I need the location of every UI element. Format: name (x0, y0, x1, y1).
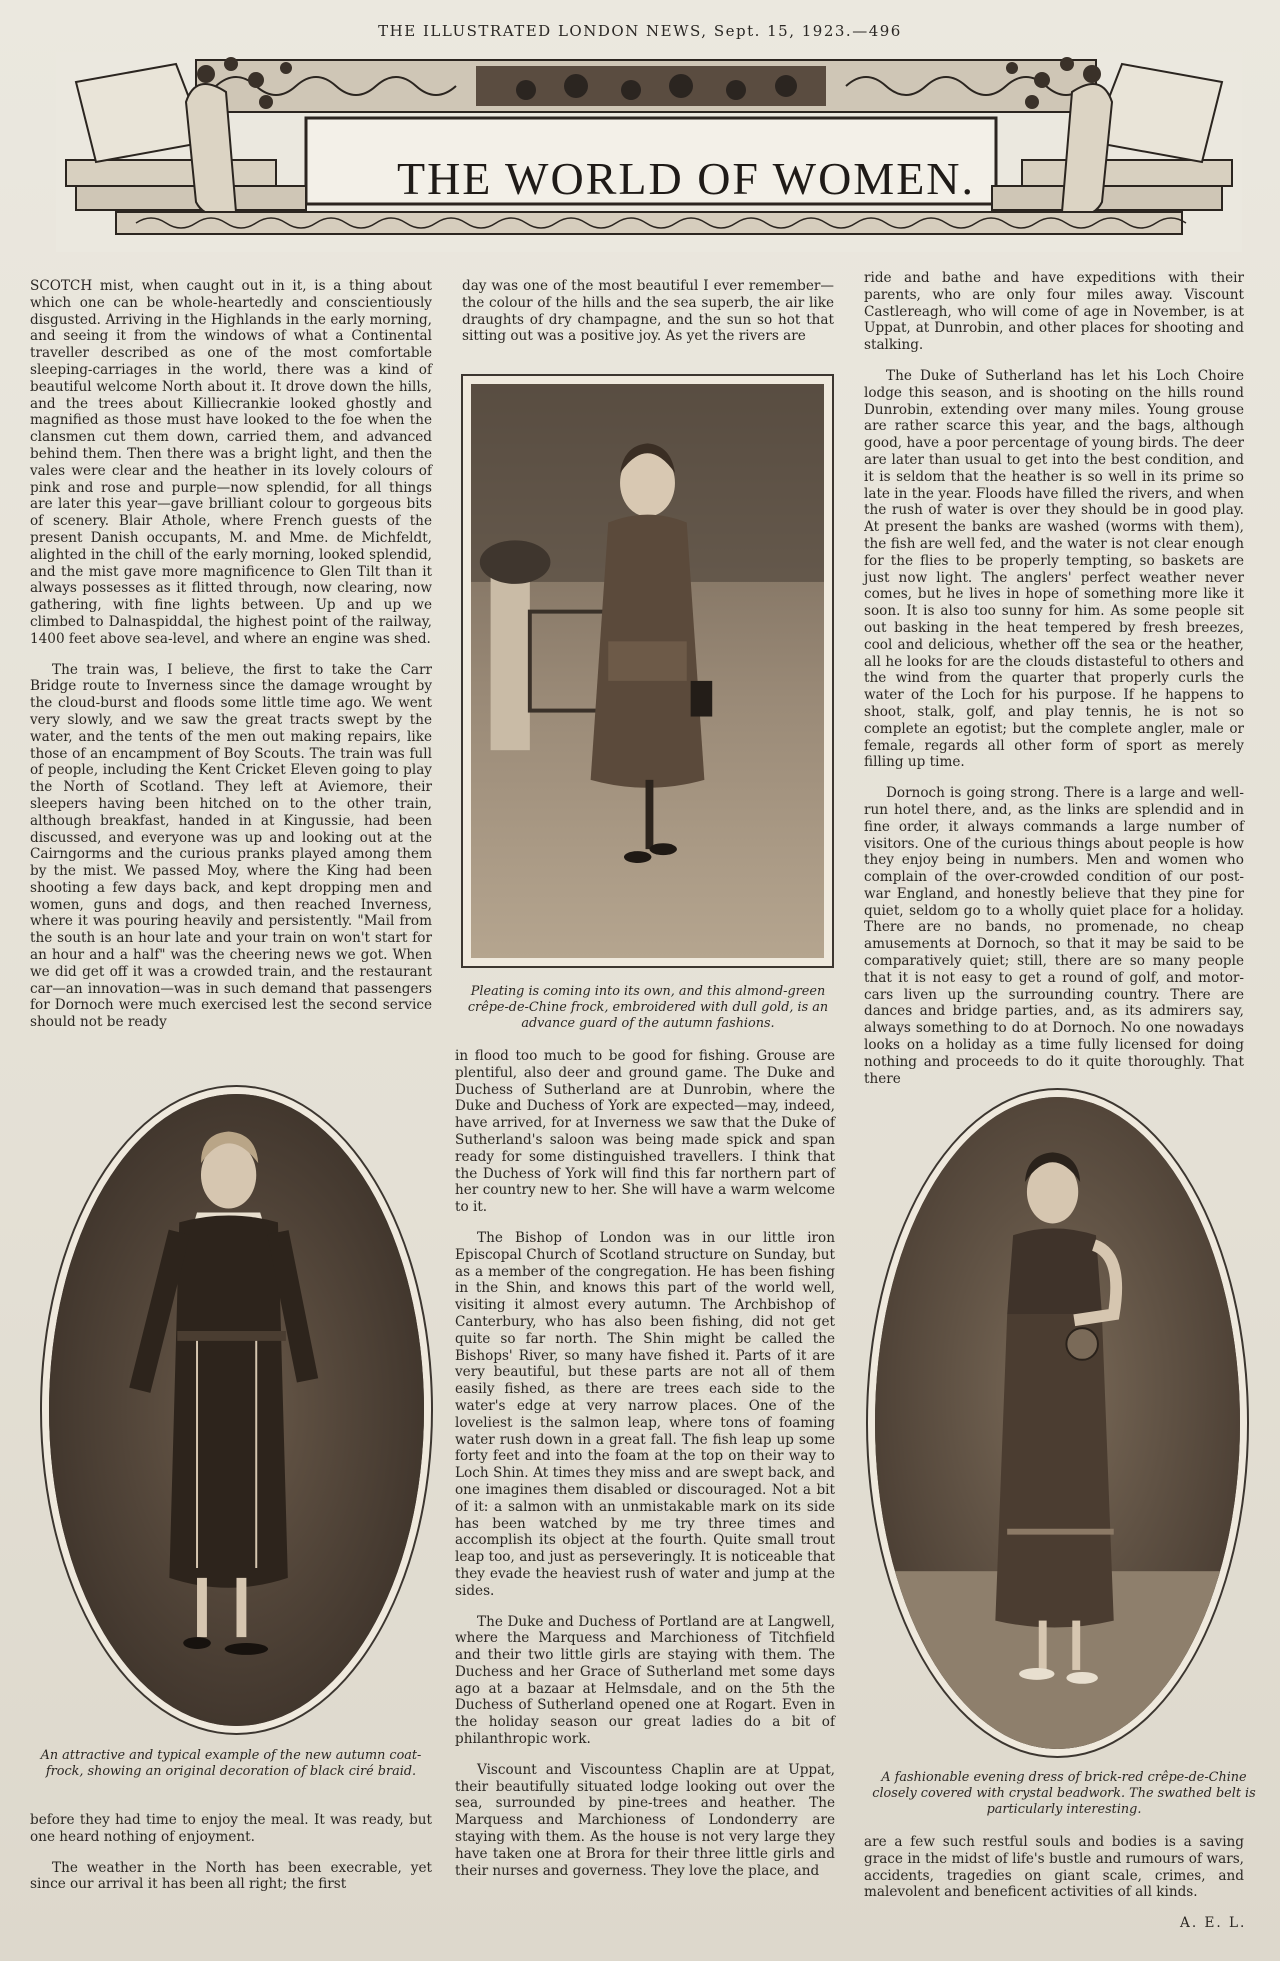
photo-image (471, 384, 824, 958)
paragraph: The Duke and Duchess of Portland are at Langwell, where the Marquess and Marchioness of Titchfield and their two little girls are staying with them. The Duchess and her Grace of Sutherland met some days ago at a bazaar at Helmsdale, and on the 5th the Duchess of Sutherland opened one at Rogart. Even in the holiday season our great ladies do a bit of philanthropic work. (455, 1613, 835, 1748)
paragraph: Viscount and Viscountess Chaplin are at Uppat, their beautifully situated lodge looking out over the sea, surrounded by pine-trees and heather. The Marquess and Marchioness of Londonderry are staying with them. As the house is not very large they have taken one at Brora for their three little girls and their nurses and governess. They love the place, and (455, 1761, 835, 1879)
paragraph: day was one of the most beautiful I ever remember—the colour of the hills and the sea superb, the air like draughts of dry champagne, and the sun so hot that sitting out was a positive joy. As yet the rivers are (462, 278, 834, 345)
right-photo-caption: A fashionable evening dress of brick-red crêpe-de-Chine closely covered with crystal beadwork. The swathed belt is particularly interesting. (872, 1770, 1256, 1817)
title-banner (56, 52, 1242, 252)
woman-in-evening-dress-illustration (875, 1097, 1240, 1749)
column-3-bottom (864, 1834, 1244, 1915)
center-fashion-photo (461, 374, 834, 968)
column-1-top (30, 278, 432, 1045)
paragraph: in flood too much to be good for fishing. Grouse are plentiful, also deer and ground game. The Duke and Duchess of Sutherland are at Dunrobin, where the Duke and Duchess of York are expected—may, indeed, have arrived, for at Inverness we saw that the Duke of Sutherland's saloon was being made spick and span ready for some distinguished travellers. I think that the Duchess of York will find this far northern part of her country new to her. She will have a warm welcome to it. (455, 1048, 835, 1216)
column-1-bottom (30, 1812, 432, 1907)
column-2-bottom (455, 1048, 835, 1893)
column-2-top (462, 278, 834, 359)
paragraph: Dornoch is going strong. There is a large and well-run hotel there, and, as the links are splendid and in fine order, it always commands a large number of visitors. One of the curious things about people is how they enjoy being in numbers. Men and women who complain of the over-crowded condition of our post-war England, and honestly believe that they pine for quiet, seldom go to a wholly quiet place for a holiday. There are no bands, no promenade, no cheap amusements at Dornoch, so that it may be said to be comparatively quiet; still, there are so many people that it is not easy to get a round of golf, and motor-cars liven up the surrounding country. There are dances and bridge parties, and, as its admirers say, always something to do at Dornoch. No one nowadays looks on a holiday as a time fully licensed for doing nothing and proceeds to do it quite thoroughly. That there (864, 785, 1244, 1087)
left-oval-photo (40, 1085, 433, 1735)
running-head: THE ILLUSTRATED LONDON NEWS, Sept. 15, 1923.—496 (378, 22, 902, 40)
photo-image (49, 1094, 424, 1726)
column-3-top (864, 270, 1244, 1101)
right-oval-photo (866, 1088, 1249, 1758)
paragraph: ride and bathe and have expeditions with their parents, who are only four miles away. Viscount Castlereagh, who will come of age in November, is at Uppat, at Dunrobin, and other places for shooting and stalking. (864, 270, 1244, 354)
paragraph: are a few such restful souls and bodies is a saving grace in the midst of life's bustle and rumours of wars, accidents, tragedies on giant scale, crimes, and malevolent and beneficent activities of all kinds. (864, 1834, 1244, 1901)
woman-in-pleated-frock-illustration (471, 384, 824, 958)
paragraph: The weather in the North has been execrable, yet since our arrival it has been all right; the first (30, 1859, 432, 1893)
page-title: THE WORLD OF WOMEN. (396, 152, 976, 204)
paragraph: The Bishop of London was in our little iron Episcopal Church of Scotland structure on Sunday, but as a member of the congregation. He has been fishing in the Shin, and knows this part of the world well, visiting it almost every autumn. The Archbishop of Canterbury, who has also been fishing, did not get quite so far north. The Shin might be called the Bishops' River, so many have fished it. Parts of it are very beautiful, but these parts are not all of them easily fished, as there are trees each side to the water's edge at very narrow places. One of the loveliest is the salmon leap, where tons of foaming water rush down in a great fall. The fish leap up some forty feet and into the foam at the top on their way to Loch Shin. At times they miss and are swept back, and one imagines them disabled or discouraged. Not a bit of it: a salmon with an unmistakable mark on its side has been watched by me try three times and accomplish its object at the fourth. Quite small trout leap too, and just as perseveringly. It is noticeable that they evade the heaviest rush of water and jump at the sides. (455, 1229, 835, 1599)
paragraph: before they had time to enjoy the meal. It was ready, but one heard nothing of enjoyment. (30, 1812, 432, 1845)
woman-in-coat-frock-illustration (49, 1094, 424, 1726)
photo-image (875, 1097, 1240, 1749)
center-photo-caption: Pleating is coming into its own, and this almond-green crêpe-de-Chine frock, embroidered with dull gold, is an advance guard of the autumn fashions. (467, 984, 829, 1031)
paragraph: The Duke of Sutherland has let his Loch Choire lodge this season, and is shooting on the hills round Dunrobin, extending over many miles. Young grouse are rather scarce this year, and the bags, although good, have a poor percentage of young birds. The deer are later than usual to get into the best condition, and it is seldom that the heather is so well in its prime so late in the year. Floods have filled the rivers, and when the rush of water is over they should be in good play. At present the banks are washed (worms with them), the fish are well fed, and the water is not clear enough for the flies to be properly tempting, so baskets are just now light. The anglers' perfect weather never comes, but he lives in hope of something more like it soon. It is also too sunny for him. As some people sit out basking in the heat tempered by fresh breezes, cool and delicious, whether off the sea or the heather, all he looks for are the clouds distasteful to others and the wind from the quarter that properly curls the water of the Loch for his purpose. If he happens to shoot, stalk, golf, and play tennis, he is not so complete an egotist; but the complete angler, male or female, regards all other form of sport as merely filling up time. (864, 367, 1244, 771)
left-photo-caption: An attractive and typical example of the new autumn coat-frock, showing an original decoration of black ciré braid. (40, 1748, 422, 1779)
paragraph: SCOTCH mist, when caught out in it, is a thing about which one can be whole-heartedly and conscientiously disgusted. Arriving in the Highlands in the early morning, and seeing it from the windows of what a Continental traveller described as one of the most comfortable sleeping-carriages in the world, there was a kind of beautiful welcome North about it. It drove down the hills, and the trees about Killiecrankie looked ghostly and magnified as those must have looked to the foe when the clansmen cut them down, carried them, and advanced behind them. Then there was a bright light, and then the vales were clear and the heather in its lovely colours of pink and rose and purple—now splendid, for all things are later this year—gave brilliant colour to gorgeous bits of scenery. Blair Athole, where French guests of the present Danish occupants, M. and Mme. de Michfeldt, alighted in the chill of the early morning, looked splendid, and the mist gave more magnificence to Glen Tilt than it always possesses as it flitted through, now clearing, now gathering, with fine lights between. Up and up we climbed to Dalnaspiddal, the highest point of the railway, 1400 feet above sea-level, and where an engine was shed. (30, 278, 432, 647)
paragraph: The train was, I believe, the first to take the Carr Bridge route to Inverness since the damage wrought by the cloud-burst and floods some little time ago. We went very slowly, and we saw the great tracts swept by the water, and the tents of the men out making repairs, like those of an encampment of Boy Scouts. The train was full of people, including the Kent Cricket Eleven going to play the North of Scotland. They left at Aviemore, their sleepers having been hitched on to the other train, although breakfast, handed in at Kingussie, had been discussed, and everyone was up and looking out at the Cairngorms and the curious pranks played among them by the mist. We passed Moy, where the King had been shooting a few days back, and kept dropping men and women, guns and dogs, and then reached Inverness, where it was pouring heavily and persistently. "Mail from the south is an hour late and your train on won't start for an hour and a half" was the cheering news we got. When we did get off it was a crowded train, and the restaurant car—an innovation—was in such demand that passengers for Dornoch were much exercised lest the second service should not be ready (30, 661, 432, 1031)
author-signoff: A. E. L. (1180, 1915, 1247, 1931)
